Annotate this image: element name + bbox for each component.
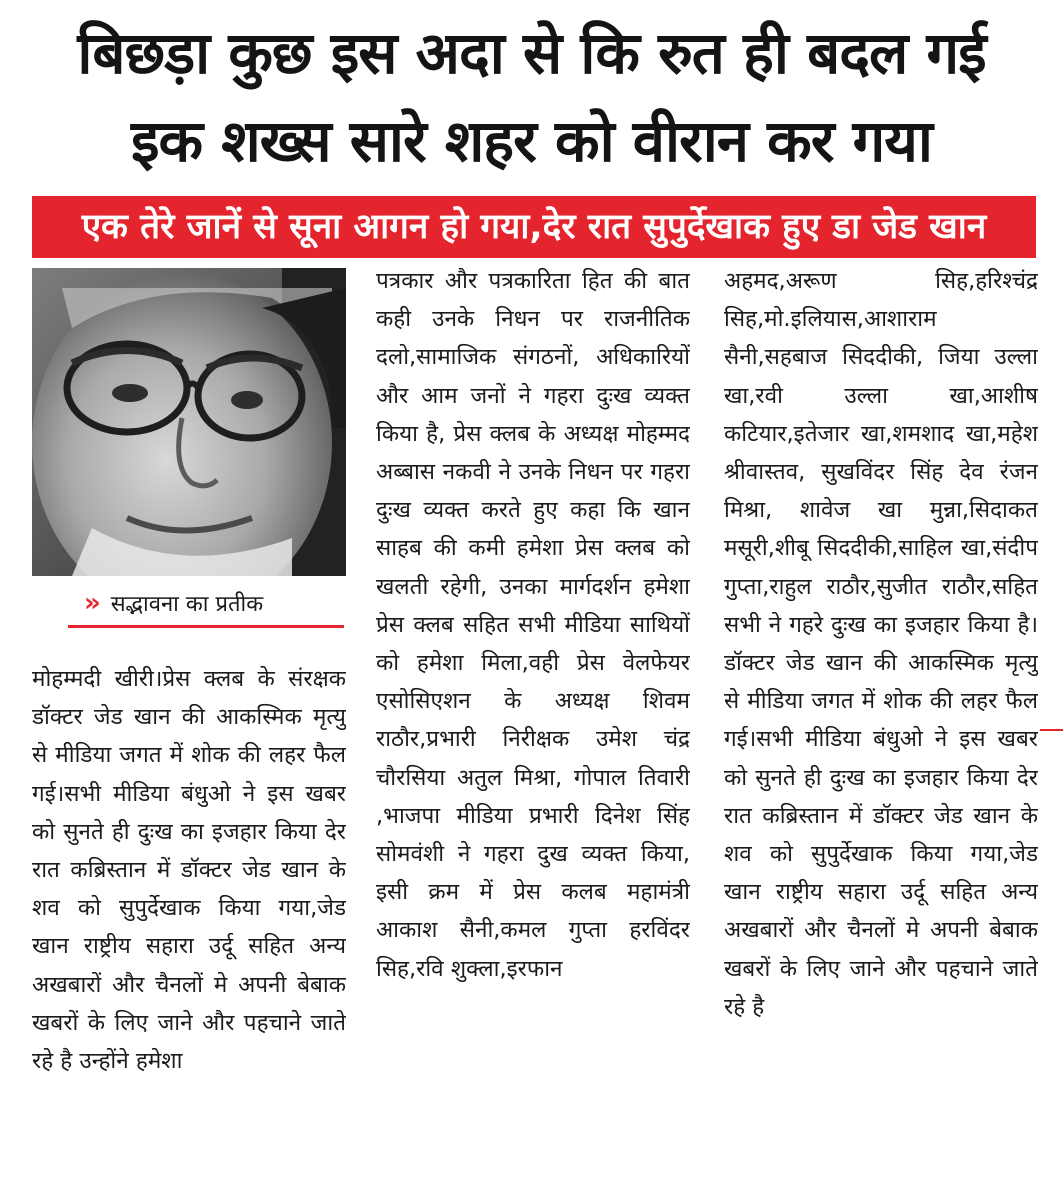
article-column-2: पत्रकार और पत्रकारिता हित की बात कही उनके निधन पर राजनीतिक दलो,सामाजिक संगठनों, अधिकारियों और आम जनों ने गहरा दुःख व्यक्त किया है, प्रेस क्लब के अध्यक्ष मोहम्मद अब्बास नकवी ने उनके निधन पर गहरा दुःख व्यक्त करते हुए कहा कि खान साहब की कमी हमेशा प्रेस क्लब को खलती रहेगी, उनका मार्गदर्शन हमेशा प्रेस क्लब सहित सभी मीडिया साथियों को हमेशा मिला,वही प्रेस वेलफेयर एसोसिएशन के अध्यक्ष शिवम राठौर,प्रभारी निरीक्षक उमेश चंद्र चौरसिया अतुल मिश्रा, गोपाल तिवारी ,भाजपा मीडिया प्रभारी दिनेश सिंह सोमवंशी ने गहरा दुख व्यक्त किया, इसी क्रम में प्रेस कलब महामंत्री आकाश सैनी,कमल गुप्ता हरविंदर सिह,रवि शुक्ला,इरफान [376, 268, 690, 982]
chevron-right-icon: » [84, 588, 101, 618]
headline-line-1: बिछड़ा कुछ इस अदा से कि रुत ही बदल गई [77, 19, 986, 87]
headline-line-2: इक शख्स सारे शहर को वीरान कर गया [131, 107, 932, 175]
continuation-marker [1040, 729, 1063, 731]
portrait-image [32, 268, 346, 576]
subheadline-banner: एक तेरे जानें से सूना आगन हो गया,देर रात सुपुर्देखाक हुए डा जेड खान [32, 196, 1036, 258]
portrait-photo [32, 268, 346, 576]
photo-caption-text: सद्भावना का प्रतीक [110, 592, 264, 617]
photo-caption [68, 584, 344, 628]
article-column-1: मोहम्मदी खीरी।प्रेस क्लब के संरक्षक डॉक्टर जेड खान की आकस्मिक मृत्यु से मीडिया जगत में शोक की लहर फैल गई।सभी मीडिया बंधुओ ने इस खबर को सुनते ही दुःख का इजहार किया देर रात कब्रिस्तान में डॉक्टर जेड खान के शव को सुपुर्देखाक किया गया,जेड खान राष्ट्रीय सहारा उर्दू सहित अन्य अखबारों और चैनलों मे अपनी बेबाक खबरों के लिए जाने और पहचाने जाते रहे है उन्होंने हमेशा [32, 666, 346, 1075]
article-column-3: अहमद,अरूण सिह,हरिश्चंद्र सिह,मो.इलियास,आशाराम सैनी,सहबाज सिददीकी, जिया उल्ला खा,रवी उल्ला खा,आशीष कटियार,इतेजार खा,शमशाद खा,महेश श्रीवास्तव, सुखविंदर सिंह देव रंजन मिश्रा, शावेज खा मुन्ना,सिदाकत मसूरी,शीबू सिददीकी,साहिल खा,संदीप गुप्ता,राहुल राठौर,सुजीत राठौर,सहित सभी ने गहरे दुःख का इजहार किया है।डॉक्टर जेड खान की आकस्मिक मृत्यु से मीडिया जगत में शोक की लहर फैल गई।सभी मीडिया बंधुओ ने इस खबर को सुनते ही दुःख का इजहार किया देर रात कब्रिस्तान में डॉक्टर जेड खान के शव को सुपुर्देखाक किया गया,जेड खान राष्ट्रीय सहारा उर्दू सहित अन्य अखबारों और चैनलों मे अपनी बेबाक खबरों के लिए जाने और पहचाने जाते रहे है [724, 268, 1038, 1020]
